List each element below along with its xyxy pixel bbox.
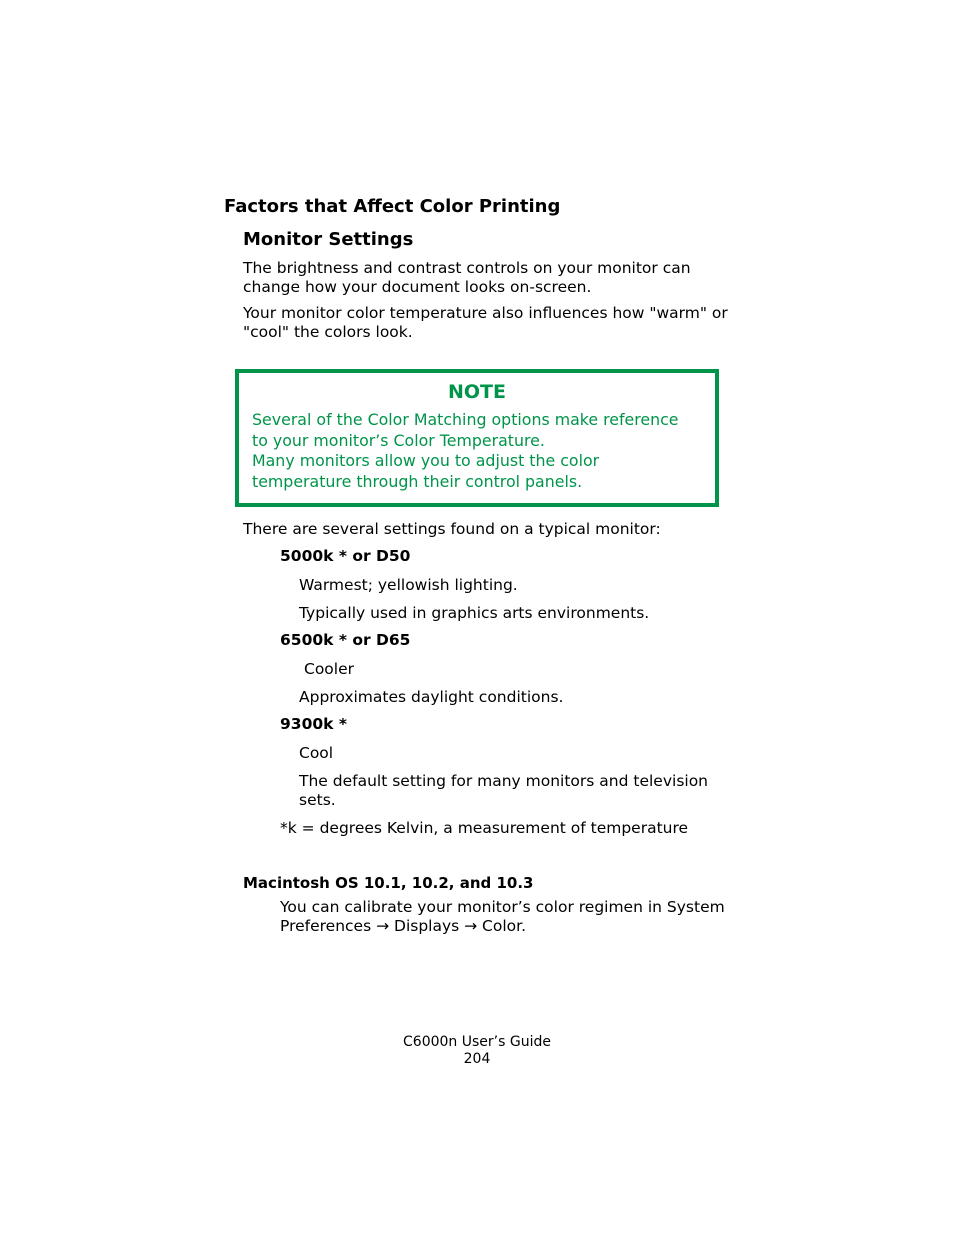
mac-paragraph <box>280 898 725 935</box>
section-heading: Factors that Affect Color Printing <box>224 196 561 217</box>
setting-desc-6500k-2: Approximates daylight conditions. <box>299 688 564 706</box>
intro-p2-line2: "cool" the colors look. <box>243 322 413 341</box>
subsection-heading: Monitor Settings <box>243 229 414 250</box>
intro-paragraph-1 <box>243 259 691 296</box>
intro-p1-line2: change how your document looks on-screen. <box>243 277 592 296</box>
note-line-3: Many monitors allow you to adjust the color <box>252 451 600 470</box>
setting-title-6500k: 6500k * or D65 <box>280 631 411 649</box>
footer-page-number: 204 <box>463 1051 491 1067</box>
footer-guide-title: C6000n User’s Guide <box>403 1034 551 1050</box>
setting-title-5000k: 5000k * or D50 <box>280 547 411 565</box>
setting-desc-6500k-1: Cooler <box>304 660 355 678</box>
setting-desc-9300k-2-line2: sets. <box>299 790 336 809</box>
note-box <box>235 369 719 507</box>
mac-line-1: You can calibrate your monitor’s color regimen in System <box>280 898 725 916</box>
setting-desc-9300k-2 <box>299 772 708 809</box>
footnote: *k = degrees Kelvin, a measurement of temperature <box>280 819 689 837</box>
note-text <box>252 410 679 492</box>
setting-desc-5000k-2: Typically used in graphics arts environments. <box>299 604 650 622</box>
note-title: NOTE <box>448 381 506 403</box>
note-line-4: temperature through their control panels. <box>252 471 583 491</box>
setting-desc-9300k-2-line1: The default setting for many monitors and television <box>299 772 709 790</box>
setting-desc-9300k-1: Cool <box>299 744 334 762</box>
mac-line-2: Preferences → Displays → Color. <box>280 916 527 935</box>
intro-paragraph-2 <box>243 304 728 341</box>
intro-p2-line1: Your monitor color temperature also influences how "warm" or <box>243 304 728 322</box>
setting-title-9300k: 9300k * <box>280 715 347 733</box>
intro-p1-line1: The brightness and contrast controls on your monitor can <box>243 259 691 277</box>
mac-heading: Macintosh OS 10.1, 10.2, and 10.3 <box>243 874 534 892</box>
note-line-2: to your monitor’s Color Temperature. <box>252 430 545 450</box>
note-line-1: Several of the Color Matching options make reference <box>252 410 679 429</box>
settings-intro: There are several settings found on a typical monitor: <box>243 520 661 538</box>
setting-desc-5000k-1: Warmest; yellowish lighting. <box>299 576 518 594</box>
